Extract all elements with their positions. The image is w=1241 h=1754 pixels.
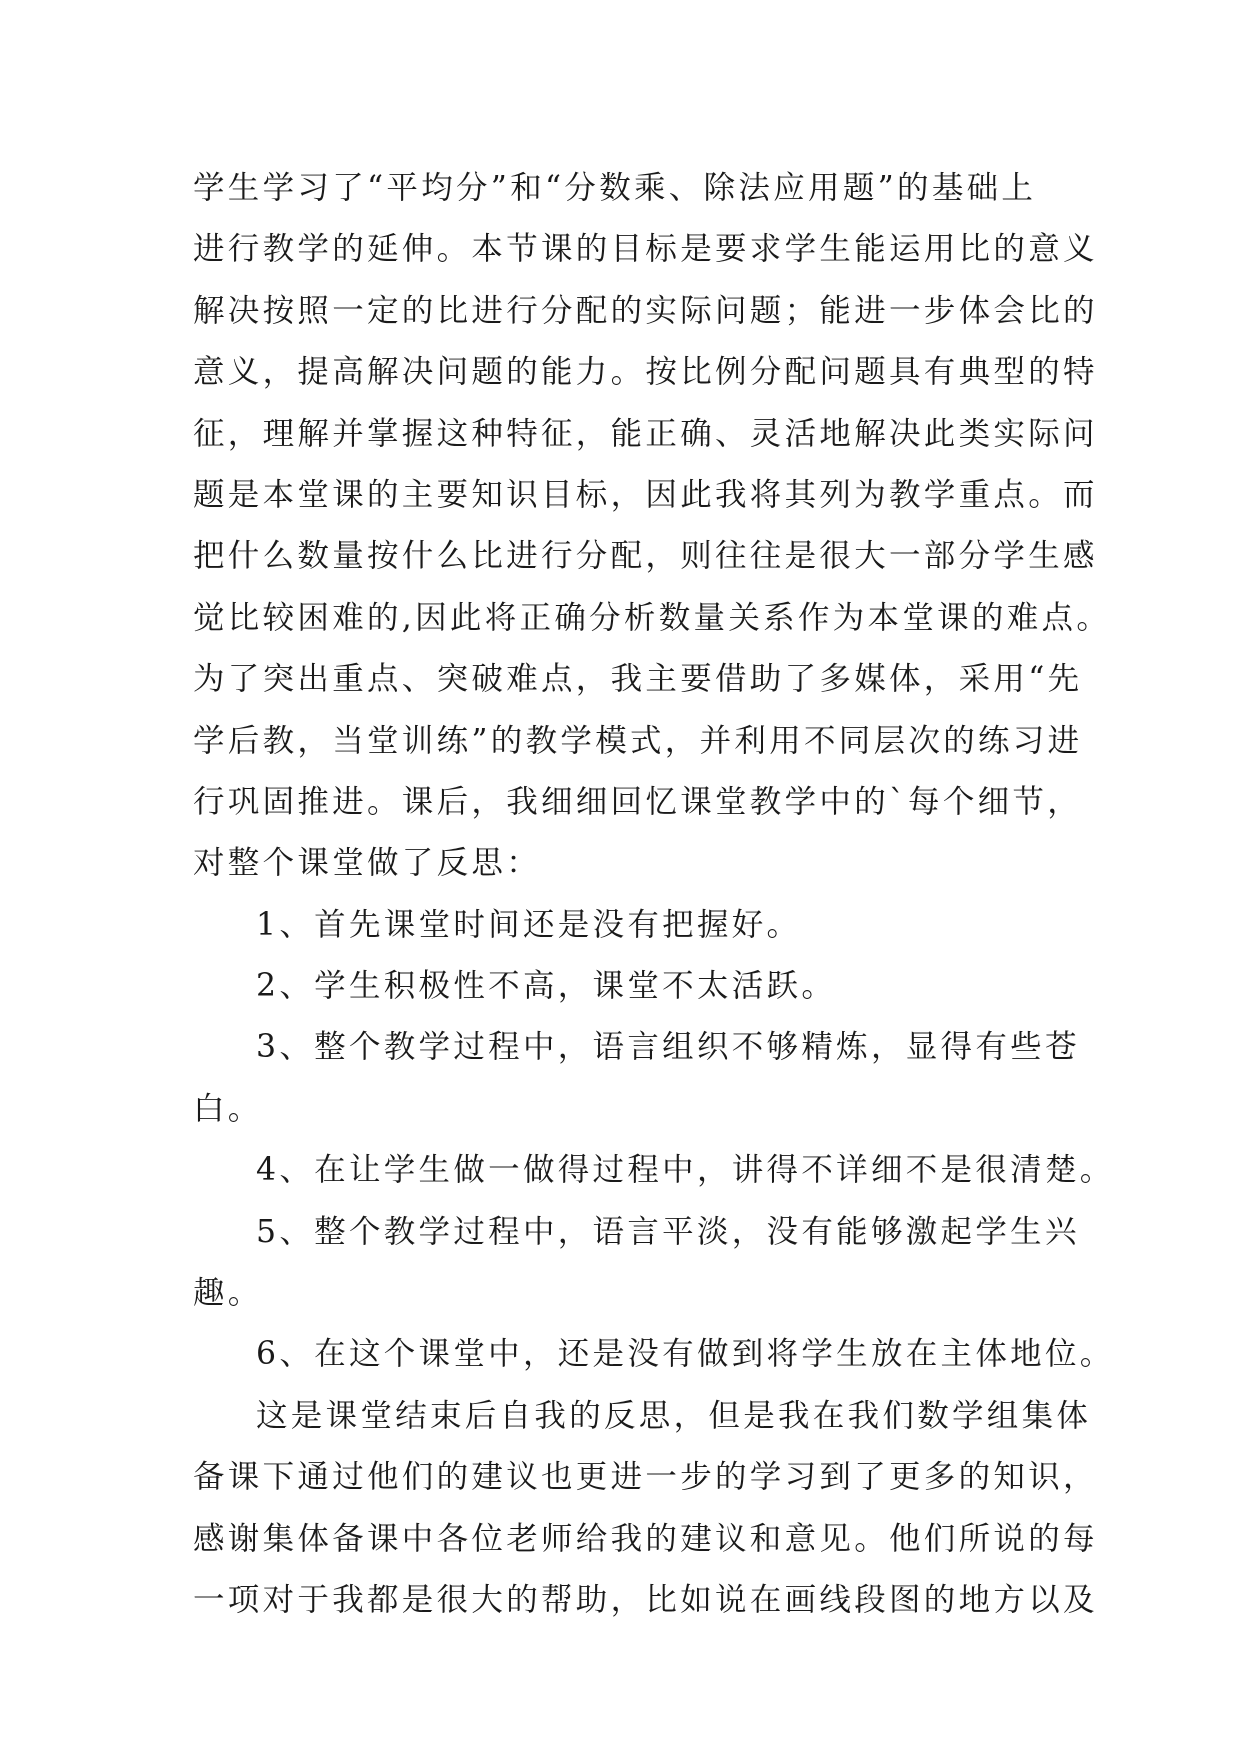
text-line: 把什么数量按什么比进行分配，则往往是很大一部分学生感 <box>193 538 1098 575</box>
text-line: 一项对于我都是很大的帮助，比如说在画线段图的地方以及 <box>193 1581 1098 1618</box>
text-line: 为了突出重点、突破难点，我主要借助了多媒体，采用“先 <box>193 661 1083 698</box>
text-line: 意义，提高解决问题的能力。按比例分配问题具有典型的特 <box>193 354 1098 391</box>
text-line: 感谢集体备课中各位老师给我的建议和意见。他们所说的每 <box>193 1520 1098 1557</box>
text-line: 1、首先课堂时间还是没有把握好。 <box>256 906 802 943</box>
text-line: 解决按照一定的比进行分配的实际问题；能进一步体会比的 <box>193 292 1098 329</box>
text-line: 备课下通过他们的建议也更进一步的学习到了更多的知识， <box>193 1459 1098 1496</box>
text-line: 趣。 <box>193 1275 263 1312</box>
text-line: 4、在让学生做一做得过程中，讲得不详细不是很清楚。 <box>256 1152 1115 1189</box>
text-line: 3、整个教学过程中，语言组织不够精炼，显得有些苍 <box>256 1029 1080 1066</box>
text-line: 6、在这个课堂中，还是没有做到将学生放在主体地位。 <box>256 1336 1115 1373</box>
text-line: 学生学习了“平均分”和“分数乘、除法应用题”的基础上 <box>193 170 1037 206</box>
text-line: 进行教学的延伸。本节课的目标是要求学生能运用比的意义 <box>193 231 1098 268</box>
text-line: 行巩固推进。课后，我细细回忆课堂教学中的`每个细节， <box>193 783 1083 820</box>
text-line: 觉比较困难的,因此将正确分析数量关系作为本堂课的难点。 <box>193 599 1112 636</box>
text-line: 征，理解并掌握这种特征，能正确、灵活地解决此类实际问 <box>193 415 1098 452</box>
text-line: 5、整个教学过程中，语言平淡，没有能够激起学生兴 <box>256 1213 1080 1250</box>
text-line: 学后教，当堂训练”的教学模式，并利用不同层次的练习进 <box>193 722 1083 759</box>
body-text <box>193 158 1115 1631</box>
text-line: 2、学生积极性不高，课堂不太活跃。 <box>256 968 837 1005</box>
text-line: 题是本堂课的主要知识目标，因此我将其列为教学重点。而 <box>193 476 1098 513</box>
text-line: 对整个课堂做了反思： <box>193 845 542 882</box>
text-line: 白。 <box>193 1090 263 1127</box>
text-line: 这是课堂结束后自我的反思，但是我在我们数学组集体 <box>256 1397 1092 1434</box>
